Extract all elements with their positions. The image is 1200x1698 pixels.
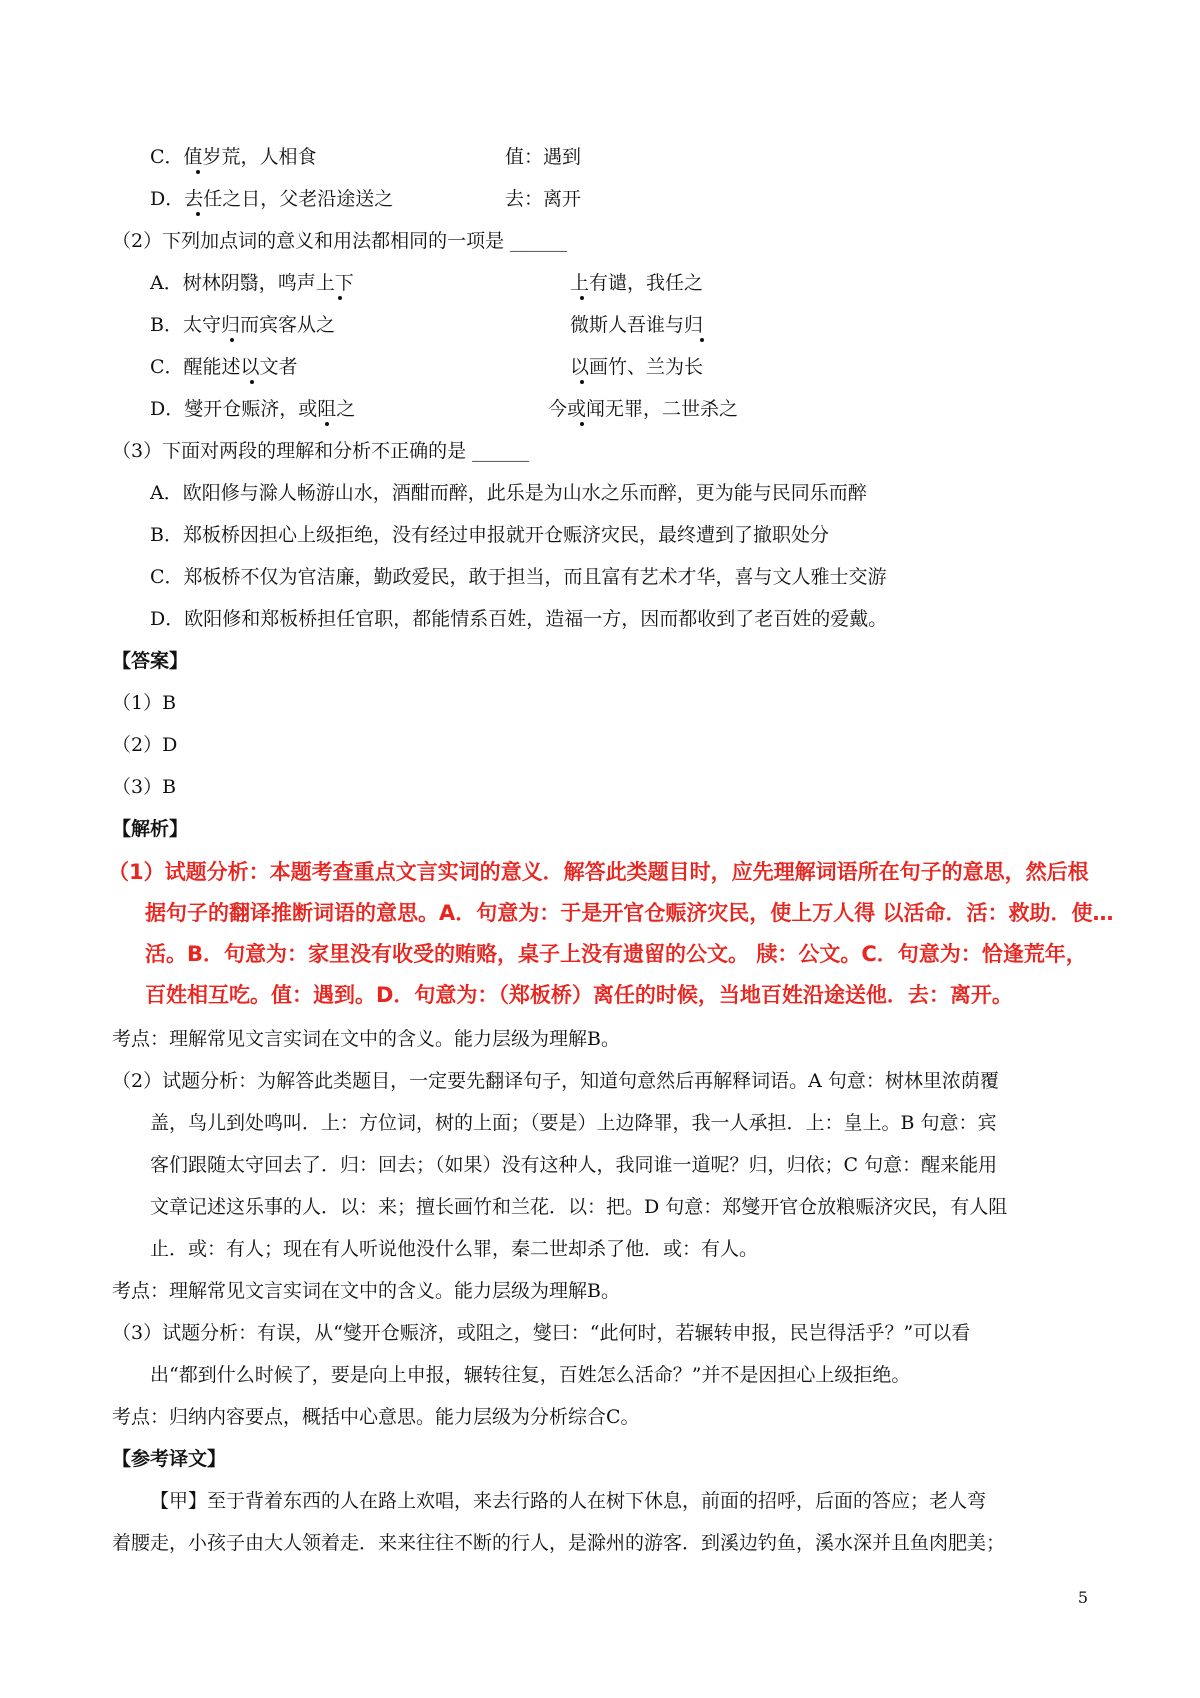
q2-option-c: C．醒能述以文者 [150, 356, 298, 378]
q3-stem: （3）下面对两段的理解和分析不正确的是 ______ [112, 440, 530, 462]
analysis-3-point: 考点：归纳内容要点，概括中心意思。能力层级为分析综合C。 [112, 1406, 640, 1428]
q1-option-d: D．去任之日，父老沿途送之 [150, 188, 394, 210]
analysis-1-point: 考点：理解常见文言实词在文中的含义。能力层级为理解B。 [112, 1028, 620, 1050]
analysis-2-line-3: 客们跟随太守回去了．归：回去；（如果）没有这种人，我同谁一道呢？归，归依；C 句意：醒来能用 [150, 1154, 998, 1176]
q2-option-d: D．燮开仓赈济，或阻之 [150, 398, 356, 420]
analysis-2-point: 考点：理解常见文言实词在文中的含义。能力层级为理解B。 [112, 1280, 620, 1302]
q2-option-a: A．树林阴翳，鸣声上下 [150, 272, 354, 294]
q1-option-d-gloss: 去：离开 [505, 188, 582, 210]
answer-3: （3）B [112, 776, 177, 798]
analysis-2-line-4: 文章记述这乐事的人．以：来；擅长画竹和兰花．以：把。D 句意：郑燮开官仓放粮赈济灾民，有人阻 [150, 1196, 1008, 1218]
answer-1: （1）B [112, 692, 177, 714]
translation-heading: 【参考译文】 [112, 1448, 227, 1470]
emphasis-dot [580, 380, 584, 384]
q2-stem: （2）下列加点词的意义和用法都相同的一项是 ______ [112, 230, 568, 252]
analysis-3-line-2: 出“都到什么时候了，要是向上申报，辗转往复，百姓怎么活命？”并不是因担心上级拒绝。 [150, 1364, 911, 1386]
analysis-2-line-5: 止．或：有人；现在有人听说他没什么罪，秦二世却杀了他．或：有人。 [150, 1238, 759, 1260]
analysis-3-line-1: （3）试题分析：有误，从“燮开仓赈济，或阻之，燮曰：“此何时，若辗转申报，民岂得活乎？”可以看 [112, 1322, 971, 1344]
emphasis-dot [700, 338, 704, 342]
analysis-heading: 【解析】 [112, 818, 189, 840]
analysis-2-line-2: 盖，鸟儿到处鸣叫．上：方位词，树的上面；（要是）上边降罪，我一人承担．上：皇上。B 句意：宾 [150, 1112, 997, 1134]
translation-line-2: 着腰走，小孩子由大人领着走．来来往往不断的行人，是滁州的游客．到溪边钓鱼，溪水深并且鱼肉肥美； [112, 1532, 1006, 1554]
q2-option-a-compare: 上有谴，我任之 [570, 272, 704, 294]
emphasis-dot [580, 422, 584, 426]
q2-option-b: B．太守归而宾客从之 [150, 314, 335, 336]
q3-option-a: A．欧阳修与滁人畅游山水，酒酣而醉，此乐是为山水之乐而醉，更为能与民同乐而醉 [150, 482, 867, 504]
emphasis-dot [580, 296, 584, 300]
q2-option-d-compare: 今或闻无罪，二世杀之 [548, 398, 739, 420]
analysis-1-line-3: 活。B．句意为：家里没有收受的贿赂，桌子上没有遗留的公文。 牍：公文。C．句意为：恰逢荒年， [145, 942, 1087, 966]
emphasis-dot [325, 422, 329, 426]
emphasis-dot [196, 170, 200, 174]
answer-heading: 【答案】 [112, 650, 189, 672]
analysis-1-line-1: （1）试题分析：本题考查重点文言实词的意义．解答此类题目时，应先理解词语所在句子的意思，然后根 [108, 860, 1089, 884]
q2-option-c-compare: 以画竹、兰为长 [570, 356, 704, 378]
analysis-2-line-1: （2）试题分析：为解答此类题目，一定要先翻译句子，知道句意然后再解释词语。A 句意：树林里浓荫覆 [112, 1070, 999, 1092]
analysis-1-line-4: 百姓相互吃。值：遇到。D．句意为：（郑板桥）离任的时候，当地百姓沿途送他．去：离开。 [145, 983, 1013, 1007]
emphasis-dot [338, 296, 342, 300]
answer-2: （2）D [112, 734, 178, 756]
translation-line-1: 【甲】至于背着东西的人在路上欢唱，来去行路的人在树下休息，前面的招呼，后面的答应；老人弯 [150, 1490, 987, 1512]
q1-option-c-gloss: 值：遇到 [505, 146, 582, 168]
q3-option-c: C．郑板桥不仅为官洁廉，勤政爱民，敢于担当，而且富有艺术才华，喜与文人雅士交游 [150, 566, 887, 588]
q3-option-b: B．郑板桥因担心上级拒绝，没有经过申报就开仓赈济灾民，最终遭到了撤职处分 [150, 524, 829, 546]
emphasis-dot [230, 338, 234, 342]
emphasis-dot [250, 380, 254, 384]
q2-option-b-compare: 微斯人吾谁与归 [570, 314, 704, 336]
q3-option-d: D．欧阳修和郑板桥担任官职，都能情系百姓，造福一方，因而都收到了老百姓的爱戴。 [150, 608, 888, 630]
q1-option-c: C．值岁荒，人相食 [150, 146, 317, 168]
emphasis-dot [196, 212, 200, 216]
analysis-1-line-2: 据句子的翻译推断词语的意思。A．句意为：于是开官仓赈济灾民，使上万人得 以活命．活：救助．使… [145, 901, 1114, 925]
page-number: 5 [1077, 1588, 1088, 1607]
